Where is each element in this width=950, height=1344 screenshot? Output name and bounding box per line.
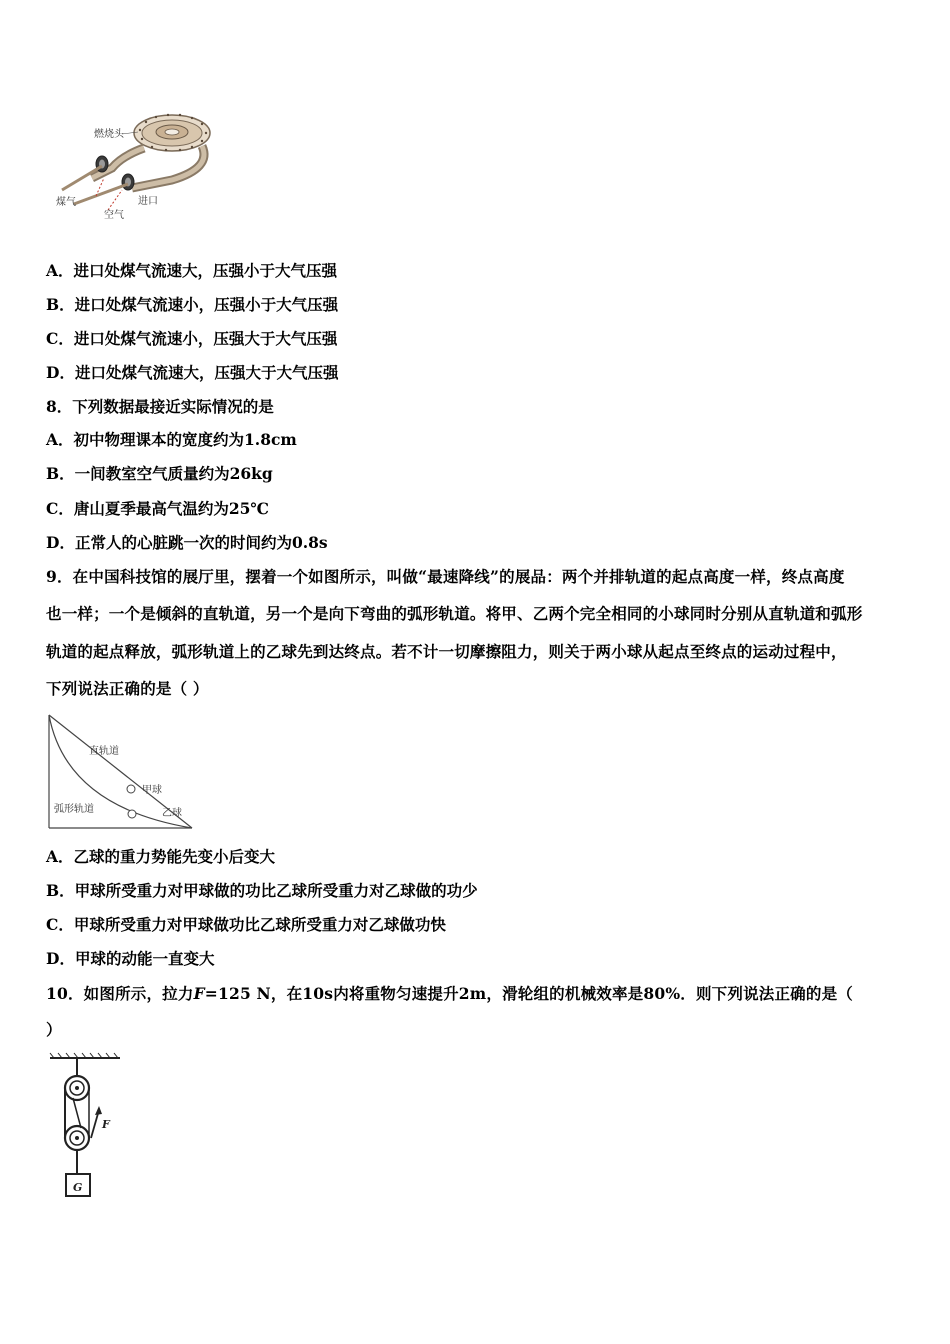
burner-head-label: 燃烧头 [94, 129, 124, 140]
ball-a [127, 785, 135, 793]
q7-option-b: B．进口处煤气流速小，压强小于大气压强 [46, 295, 339, 314]
q10-stem-prefix: 10．如图所示，拉力 [46, 984, 194, 1003]
gas-label: 煤气 [56, 197, 76, 208]
q10-stem-line-1 [46, 984, 906, 1004]
air-label: 空气 [104, 210, 124, 221]
q8-option-b: B．一间教室空气质量约为26kg [46, 464, 273, 483]
curved-track-label: 弧形轨道 [54, 804, 94, 815]
track-diagram [46, 712, 196, 832]
inlet-label: 进口 [138, 196, 158, 207]
q10-force-variable: F [193, 984, 205, 1003]
q8-option-a: A．初中物理课本的宽度约为1.8cm [46, 430, 297, 449]
straight-track-label: 直轨道 [89, 746, 119, 757]
q9-option-b: B．甲球所受重力对甲球做的功比乙球所受重力对乙球做的功少 [46, 881, 478, 900]
pulley-figure [44, 1052, 134, 1202]
q10-stem-line-2: ） [46, 1020, 62, 1039]
pulley-diagram [44, 1052, 134, 1202]
q7-option-a: A．进口处煤气流速大，压强小于大气压强 [46, 261, 338, 280]
ball-b [128, 810, 136, 818]
q9-stem-line-4: 下列说法正确的是（ ） [46, 679, 209, 698]
ball-a-label: 甲球 [142, 785, 162, 796]
q9-option-d: D．甲球的动能一直变大 [46, 949, 215, 968]
q9-option-a: A．乙球的重力势能先变小后变大 [46, 847, 276, 866]
brachistochrone-figure [46, 712, 196, 832]
q7-option-c: C．进口处煤气流速小，压强大于大气压强 [46, 329, 338, 348]
q10-stem-suffix: =125 N，在10s内将重物匀速提升2m，滑轮组的机械效率是80%．则下列说法正确的是（ [204, 984, 853, 1003]
force-label: F [102, 1118, 110, 1131]
q9-option-c: C．甲球所受重力对甲球做功比乙球所受重力对乙球做功快 [46, 915, 446, 934]
q7-option-d: D．进口处煤气流速大，压强大于大气压强 [46, 363, 339, 382]
q8-option-c: C．唐山夏季最高气温约为25℃ [46, 499, 269, 518]
q9-stem-line-1: 9．在中国科技馆的展厅里，摆着一个如图所示，叫做“最速降线”的展品：两个并排轨道的起点高度一样，终点高度 [46, 567, 845, 586]
weight-label: G [73, 1181, 83, 1194]
q9-stem-line-2: 也一样；一个是倾斜的直轨道，另一个是向下弯曲的弧形轨道。将甲、乙两个完全相同的小球同时分别从直轨道和弧形 [46, 604, 863, 623]
q8-option-d: D．正常人的心脏跳一次的时间约为0.8s [46, 533, 328, 552]
q9-stem-line-3: 轨道的起点释放，弧形轨道上的乙球先到达终点。若不计一切摩擦阻力，则关于两小球从起点至终点的运动过程中， [46, 642, 847, 661]
burner-figure [52, 108, 222, 223]
ball-b-label: 乙球 [162, 808, 182, 819]
burner-illustration [52, 108, 222, 223]
q8-stem: 8．下列数据最接近实际情况的是 [46, 397, 274, 416]
